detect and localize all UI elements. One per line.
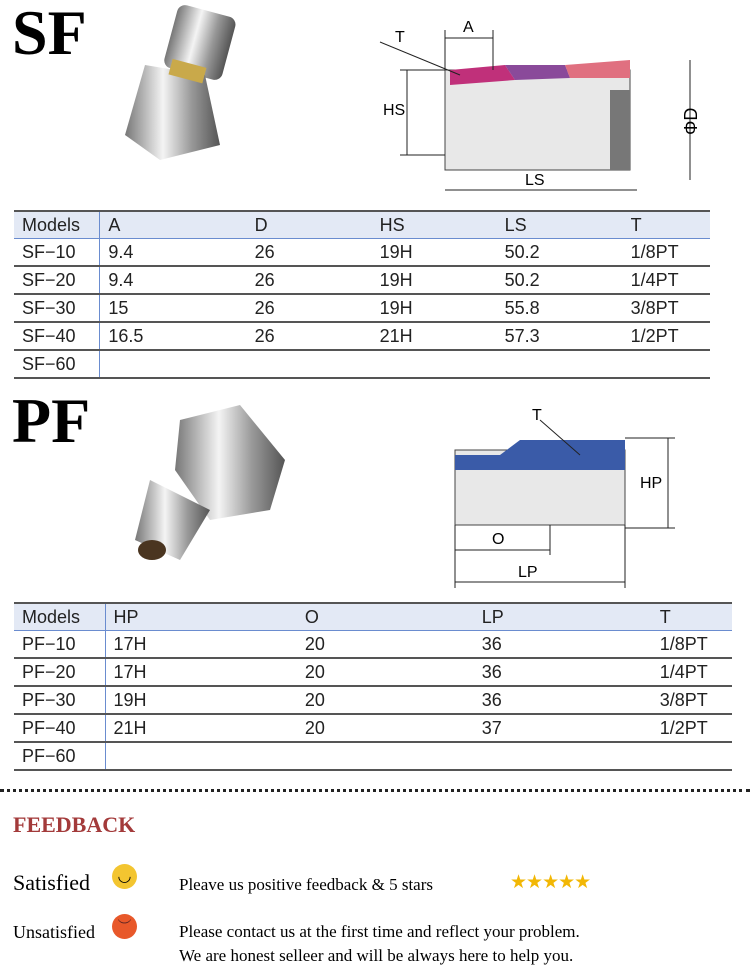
- table-cell: 1/4PT: [652, 658, 732, 686]
- table-cell: 20: [297, 658, 474, 686]
- pf-title: PF: [12, 385, 91, 456]
- model-cell: SF−30: [14, 294, 100, 322]
- sf-label-hs: HS: [383, 102, 406, 119]
- smiley-icon: ◡: [112, 864, 137, 889]
- pf-label-t: T: [532, 407, 542, 424]
- table-cell: 37: [474, 714, 652, 742]
- unsatisfied-label: Unsatisfied: [13, 922, 95, 942]
- table-cell: 57.3: [497, 322, 623, 350]
- table-row: [14, 631, 732, 659]
- table-cell: [372, 350, 497, 378]
- model-cell: PF−60: [14, 742, 105, 770]
- sf-label-a: A: [463, 19, 474, 36]
- table-cell: [497, 350, 623, 378]
- table-cell: 1/4PT: [623, 266, 710, 294]
- table-cell: HS: [372, 211, 497, 239]
- table-row: [14, 239, 710, 267]
- model-cell: SF−20: [14, 266, 100, 294]
- pf-dimension-diagram: [440, 400, 690, 590]
- table-row: [14, 294, 710, 322]
- table-cell: 55.8: [497, 294, 623, 322]
- table-cell: 26: [247, 294, 372, 322]
- table-cell: 26: [247, 322, 372, 350]
- divider: [0, 789, 750, 792]
- model-cell: PF−30: [14, 686, 105, 714]
- satisfied-label: Satisfied: [13, 870, 90, 895]
- table-cell: 26: [247, 239, 372, 267]
- model-cell: SF−40: [14, 322, 100, 350]
- table-cell: [105, 742, 297, 770]
- pf-plug-photo: [120, 400, 300, 570]
- sf-spec-table: [14, 210, 710, 379]
- table-cell: HP: [105, 603, 297, 631]
- table-cell: [100, 350, 247, 378]
- table-row: [14, 686, 732, 714]
- satisfied-text: Pleave us positive feedback & 5 stars: [179, 875, 433, 894]
- table-cell: 26: [247, 266, 372, 294]
- five-stars-icon: ★★★★★: [510, 872, 591, 893]
- table-cell: 17H: [105, 658, 297, 686]
- table-cell: 1/2PT: [652, 714, 732, 742]
- table-cell: T: [623, 211, 710, 239]
- table-cell: [623, 350, 710, 378]
- table-cell: D: [247, 211, 372, 239]
- model-cell: SF−60: [14, 350, 100, 378]
- sf-label-t: T: [395, 29, 405, 46]
- model-cell: PF−10: [14, 631, 105, 659]
- table-cell: T: [652, 603, 732, 631]
- model-cell: PF−20: [14, 658, 105, 686]
- model-cell: SF−10: [14, 239, 100, 267]
- table-cell: 19H: [372, 294, 497, 322]
- sf-dimension-diagram: [375, 10, 705, 200]
- table-cell: 19H: [105, 686, 297, 714]
- table-cell: 36: [474, 686, 652, 714]
- sf-label-d: ΦD: [681, 107, 701, 135]
- model-cell: PF−40: [14, 714, 105, 742]
- table-cell: 3/8PT: [652, 686, 732, 714]
- table-cell: 50.2: [497, 266, 623, 294]
- table-cell: 36: [474, 631, 652, 659]
- table-header-row: [14, 211, 710, 239]
- pf-label-lp: LP: [518, 564, 538, 581]
- table-cell: 21H: [372, 322, 497, 350]
- table-cell: 20: [297, 714, 474, 742]
- table-cell: 19H: [372, 239, 497, 267]
- table-row: [14, 658, 732, 686]
- model-cell: Models: [14, 603, 105, 631]
- model-cell: Models: [14, 211, 100, 239]
- table-row: [14, 322, 710, 350]
- unsatisfied-text-2: We are honest selleer and will be always here to help you.: [179, 946, 574, 965]
- table-cell: 50.2: [497, 239, 623, 267]
- table-cell: 20: [297, 686, 474, 714]
- table-cell: 9.4: [100, 266, 247, 294]
- table-cell: [247, 350, 372, 378]
- table-cell: O: [297, 603, 474, 631]
- table-row: [14, 714, 732, 742]
- angry-face-icon: ︶: [112, 914, 137, 939]
- pf-label-o: O: [492, 531, 505, 548]
- table-cell: 17H: [105, 631, 297, 659]
- table-cell: 3/8PT: [623, 294, 710, 322]
- sf-title: SF: [12, 0, 87, 68]
- table-cell: 20: [297, 631, 474, 659]
- table-cell: 1/8PT: [623, 239, 710, 267]
- table-cell: A: [100, 211, 247, 239]
- table-header-row: [14, 603, 732, 631]
- table-cell: 9.4: [100, 239, 247, 267]
- sf-coupler-photo: [115, 5, 245, 165]
- table-cell: 16.5: [100, 322, 247, 350]
- table-row: [14, 350, 710, 378]
- table-cell: 15: [100, 294, 247, 322]
- table-cell: [474, 742, 652, 770]
- table-cell: 1/8PT: [652, 631, 732, 659]
- table-cell: [297, 742, 474, 770]
- table-row: [14, 266, 710, 294]
- unsatisfied-text-1: Please contact us at the first time and reflect your problem.: [179, 922, 580, 941]
- table-cell: LS: [497, 211, 623, 239]
- table-cell: 1/2PT: [623, 322, 710, 350]
- pf-label-hp: HP: [640, 475, 663, 492]
- feedback-title: FEEDBACK: [13, 812, 136, 837]
- table-row: [14, 742, 732, 770]
- table-cell: 21H: [105, 714, 297, 742]
- table-cell: 36: [474, 658, 652, 686]
- table-cell: [652, 742, 732, 770]
- pf-spec-table: [14, 602, 732, 771]
- sf-label-ls: LS: [525, 172, 545, 189]
- table-cell: LP: [474, 603, 652, 631]
- table-cell: 19H: [372, 266, 497, 294]
